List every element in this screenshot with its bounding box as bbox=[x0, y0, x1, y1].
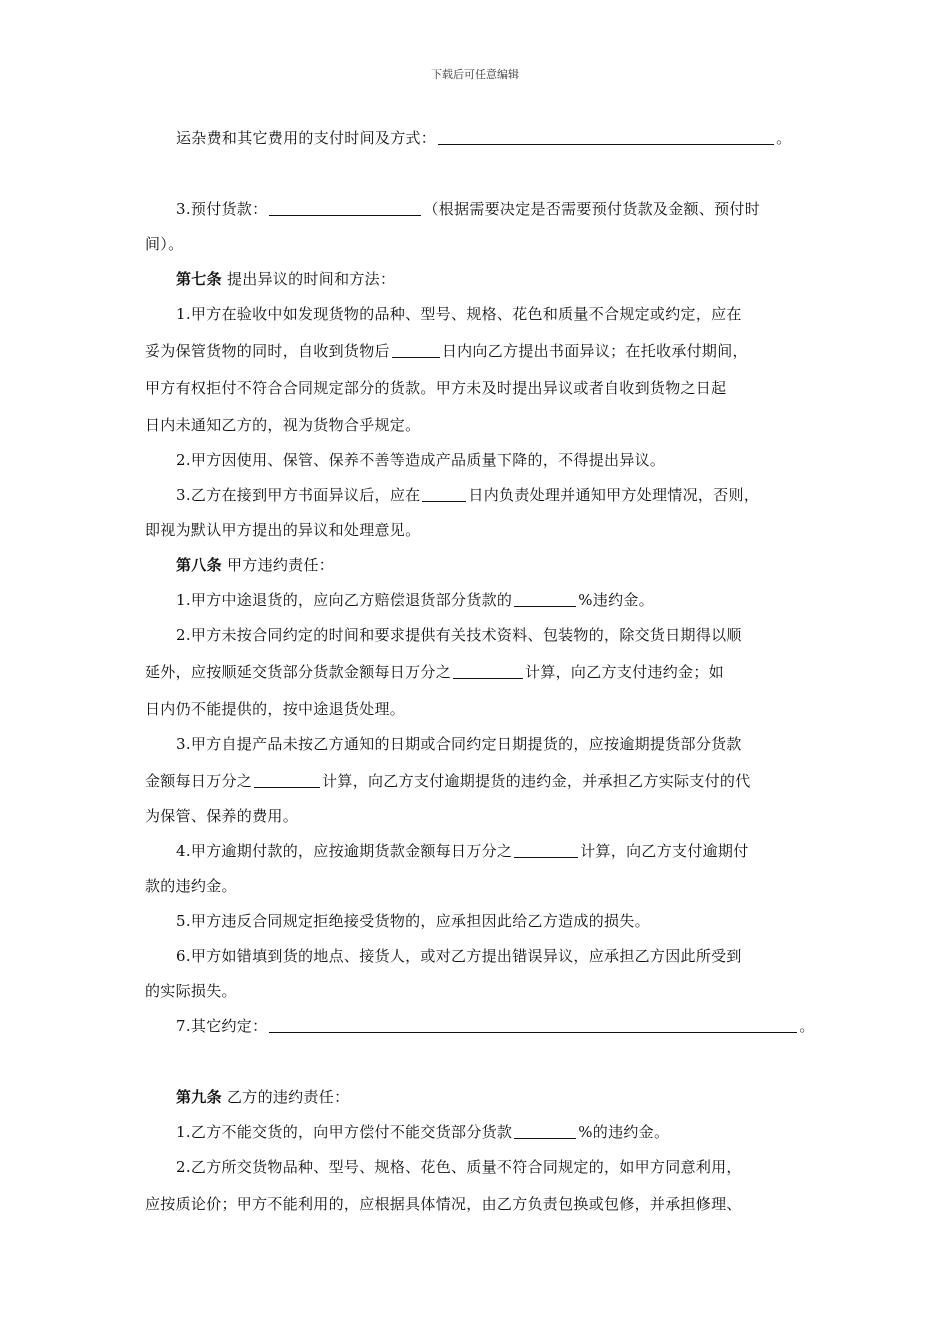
paragraph-line: 2.甲方未按合同约定的时间和要求提供有关技术资料、包装物的，除交货日期得以顺 bbox=[176, 626, 742, 644]
text: 金额每日万分之 bbox=[145, 772, 253, 790]
article-heading bbox=[176, 269, 816, 289]
article-text: 甲方违约责任： bbox=[226, 556, 335, 574]
paragraph-line: 日内未通知乙方的，视为货物合乎规定。 bbox=[145, 416, 421, 434]
blank-underline bbox=[254, 773, 320, 788]
text: 计算，向乙方支付逾期提货的违约金，并承担乙方实际支付的代 bbox=[322, 772, 751, 790]
paragraph-line: 5.甲方违反合同规定拒绝接受货物的，应承担因此给乙方造成的损失。 bbox=[176, 912, 650, 930]
text: 7.其它约定： bbox=[176, 1017, 268, 1035]
paragraph-line: 的实际损失。 bbox=[145, 982, 237, 1000]
blank-underline bbox=[514, 1124, 576, 1139]
blank-underline bbox=[392, 343, 440, 358]
article-heading bbox=[176, 555, 816, 575]
paragraph-line bbox=[176, 1016, 816, 1036]
blank-underline bbox=[514, 843, 578, 858]
text: 计算，向乙方支付违约金；如 bbox=[525, 663, 724, 681]
article-title: 第七条 bbox=[176, 270, 222, 288]
page-header: 下载后可任意编辑 bbox=[431, 68, 519, 81]
paragraph-line: 为保管、保养的费用。 bbox=[145, 807, 299, 825]
paragraph-line bbox=[145, 771, 813, 791]
text: %违约金。 bbox=[578, 591, 654, 609]
text: 3.预付货款： bbox=[176, 200, 268, 218]
paragraph-line: 日内仍不能提供的，按中途退货处理。 bbox=[145, 700, 406, 718]
paragraph-line: 6.甲方如错填到货的地点、接货人，或对乙方提出错误异议，应承担乙方因此所受到 bbox=[176, 947, 742, 965]
text: 3.乙方在接到甲方书面异议后，应在 bbox=[176, 486, 421, 504]
blank-underline bbox=[269, 201, 421, 216]
text: 。 bbox=[776, 129, 792, 147]
paragraph-line: 甲方有权拒付不符合合同规定部分的货款。甲方未及时提出异议或者自收到货物之日起 bbox=[145, 379, 727, 397]
paragraph-line: 1.甲方在验收中如发现货物的品种、型号、规格、花色和质量不合规定或约定，应在 bbox=[176, 305, 742, 323]
article-title: 第八条 bbox=[176, 556, 222, 574]
article-title: 第九条 bbox=[176, 1088, 222, 1106]
text: 妥为保管货物的同时，自收到货物后 bbox=[145, 342, 390, 360]
paragraph-line bbox=[176, 841, 816, 861]
blank-underline bbox=[514, 592, 576, 607]
article-text: 乙方的违约责任： bbox=[226, 1088, 350, 1106]
paragraph-line: 2.乙方所交货物品种、型号、规格、花色、质量不符合同规定的，如甲方同意利用， bbox=[176, 1158, 742, 1176]
paragraph-line bbox=[176, 199, 816, 219]
paragraph-line bbox=[176, 590, 816, 610]
text: 。 bbox=[799, 1017, 815, 1035]
text: 延外，应按顺延交货部分货款金额每日万分之 bbox=[145, 663, 452, 681]
paragraph-line bbox=[176, 1122, 816, 1142]
text: 计算，向乙方支付逾期付 bbox=[580, 842, 749, 860]
paragraph-line: 2.甲方因使用、保管、保养不善等造成产品质量下降的，不得提出异议。 bbox=[176, 451, 666, 469]
text: 1.乙方不能交货的，向甲方偿付不能交货部分货款 bbox=[176, 1123, 513, 1141]
paragraph-line: 即视为默认甲方提出的异议和处理意见。 bbox=[145, 521, 421, 539]
blank-underline bbox=[453, 664, 523, 679]
paragraph-line bbox=[176, 485, 816, 505]
paragraph-line bbox=[145, 341, 813, 361]
paragraph-line: 3.甲方自提产品未按乙方通知的日期或合同约定日期提货的，应按逾期提货部分货款 bbox=[176, 735, 742, 753]
blank-underline bbox=[438, 130, 774, 145]
article-text: 提出异议的时间和方法： bbox=[226, 270, 396, 288]
text: 日内负责处理并通知甲方处理情况，否则， bbox=[468, 486, 760, 504]
text: 运杂费和其它费用的支付时间及方式： bbox=[176, 129, 437, 147]
text: （根据需要决定是否需要预付货款及金额、预付时 bbox=[423, 200, 761, 218]
paragraph-line: 应按质论价；甲方不能利用的，应根据具体情况，由乙方负责包换或包修，并承担修理、 bbox=[145, 1195, 742, 1213]
text: 4.甲方逾期付款的，应按逾期货款金额每日万分之 bbox=[176, 842, 513, 860]
blank-underline bbox=[422, 487, 466, 502]
paragraph-line: 间）。 bbox=[145, 235, 184, 253]
text: 1.甲方中途退货的，应向乙方赔偿退货部分货款的 bbox=[176, 591, 513, 609]
text: %的违约金。 bbox=[578, 1123, 670, 1141]
paragraph-line bbox=[145, 662, 813, 682]
paragraph-line bbox=[176, 128, 816, 148]
article-heading bbox=[176, 1087, 816, 1107]
blank-underline bbox=[269, 1018, 797, 1033]
text: 日内向乙方提出书面异议；在托收承付期间， bbox=[441, 342, 748, 360]
paragraph-line: 款的违约金。 bbox=[145, 877, 237, 895]
